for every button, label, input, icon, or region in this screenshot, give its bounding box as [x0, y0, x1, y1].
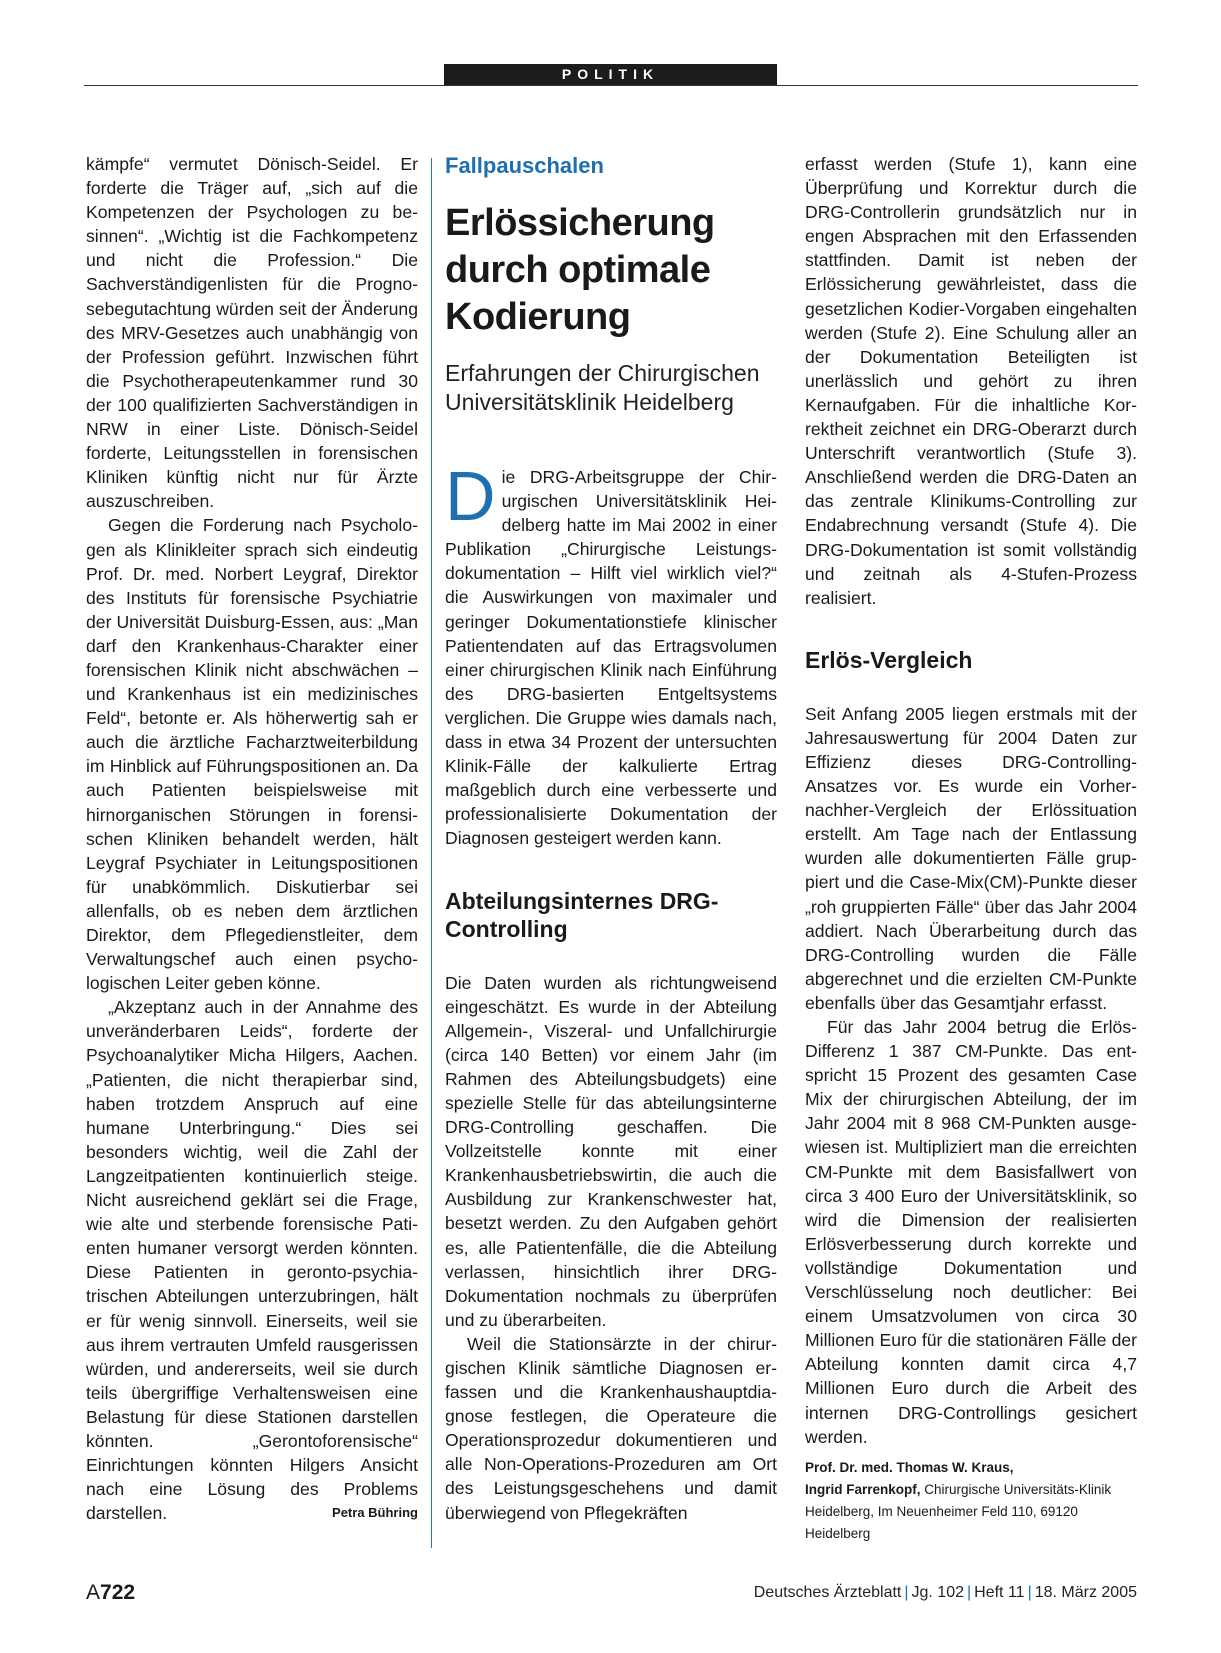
column-right [805, 152, 1137, 1545]
journal-info [754, 1584, 1137, 1602]
journal-issue: Heft 11 [974, 1584, 1025, 1601]
article-kicker: Fallpauschalen [445, 153, 604, 178]
journal-name: Deutsches Ärzteblatt [753, 1584, 902, 1601]
page-prefix: A [86, 1581, 101, 1604]
lead-paragraph [445, 457, 777, 851]
separator: | [1027, 1584, 1032, 1601]
author-name: Prof. Dr. med. Thomas W. Kraus, [805, 1459, 1014, 1475]
paragraph-text: „Akzeptanz auch in der Annahme des unveränderbaren Leids“, forderte der Psychoanalytiker Micha Hilgers, Aachen. „Patienten, die nicht therapierbar sind, haben trotzdem Anspruch auf eine humane Unterbringung.“ Dies sei besonders wichtig, weil die Zahl der Langzeitpatienten kontinuierlich steige. Nicht ausreichend geklärt sei die Frage, wie alte und sterbende forensische Patienten humaner versorgt werden könnten. Diese Patienten in geronto-psychiatrischen Abteilungen unterzubringen, hält er für wenig sinnvoll. Einerseits, weil sie aus ihrem vertrauten Umfeld rausgerissen würden, und andererseits, weil sie durch teils übergriffige Verhaltensweisen eine Belastung für diese Stationen darstellen könnten. „Gerontoforensische“ Einrichtungen könnten Hilgers Ansicht nach eine Lösung des Problems darstellen. [86, 997, 418, 1524]
journal-date: 18. März 2005 [1034, 1584, 1137, 1601]
article-subhead: Erfahrungen der Chirurgischen Universitätsklinik Heidelberg [445, 360, 760, 415]
page-number-value: 722 [100, 1581, 136, 1604]
author-credits [805, 1457, 1137, 1545]
separator: | [904, 1584, 909, 1601]
section-label: POLITIK [444, 64, 777, 85]
journal-volume: Jg. 102 [911, 1584, 964, 1601]
column-left [86, 152, 418, 1525]
paragraph: Gegen die Forderung nach Psychologen als Klinikleiter sprach sich eindeutig Prof. Dr. med. Norbert Leygraf, Direktor des Instituts für forensische Psychiatrie der Universität Duisburg-Essen, aus: „Man darf den Krankenhaus-Charakter einer forensischen Klinik nicht abschwächen – und Krankenhaus ist ein medizinisches Feld“, betonte er. Als höherwertig sah er auch die ärztliche Facharztweiterbildung im Hinblick auf Führungspositionen an. Da auch Patienten beispielsweise mit hirnorganischen Störungen in forensischen Kliniken behandelt werden, hält Leygraf Psychiater in Leitungspositionen für unabkömmlich. Diskutierbar sei allenfalls, ob es neben dem ärztlichen Direktor, dem Pflegedienstleiter, dem Verwaltungschef auch einen psychologischen Leiter geben könne. [86, 515, 418, 994]
separator: | [967, 1584, 972, 1601]
column-center [445, 152, 777, 1525]
author-name: Ingrid Farrenkopf, [805, 1481, 921, 1497]
paragraph [86, 995, 418, 1525]
lead-text: ie DRG-Arbeitsgruppe der Chirurgischen Universitätsklinik Heidelberg hatte im Mai 2002 in einer Publikation „Chirurgische Leistungsdokumentation – Hilft viel wirklich viel?“ die Auswirkungen von maximaler und geringer Dokumentationstiefe klinischer Patientendaten auf das Ertragsvolumen einer chirurgischen Klinik nach Einführung des DRG-basierten Entgeltsystems verglichen. Die Gruppe wies damals nach, dass in etwa 34 Prozent der untersuchten Klinik-Fälle der kalkulierte Ertrag maßgeblich durch eine verbesserte und professionalisierte Dokumentation der Diagnosen gesteigert werden kann. [445, 467, 777, 849]
section-heading: Abteilungsinternes DRG-Controlling [445, 887, 719, 942]
article-headline: Erlössicherung durch optimale Kodierung [445, 202, 715, 338]
paragraph: Die Daten wurden als richtungweisend eingeschätzt. Es wurde in der Abteilung Allgemein-, Viszeral- und Unfallchirurgie (circa 140 Betten) vor einem Jahr (im Rahmen des Abteilungsbudgets) eine spezielle Stelle für das abteilungsinterne DRG-Controlling geschaffen. Die Vollzeitstelle konnte mit einer Krankenhausbetriebswirtin, die auch die Ausbildung zur Krankenschwester hat, besetzt werden. Zu den Aufgaben gehört es, alle Patientenfälle, die die Abteilung verlassen, hinsichtlich ihrer DRG-Dokumentation nochmals zu überprüfen und zu überarbeiten. [445, 972, 777, 1330]
author-affiliation: Chirurgische Universitäts-Klinik Heidelberg, Im Neuenheimer Feld 110, 69120 Heidelberg [805, 1481, 1112, 1541]
paragraph: Seit Anfang 2005 liegen erstmals mit der Jahresauswertung für 2004 Daten zur Effizienz dieses DRG-Controlling-Ansatzes vor. Es wurde ein Vorher-nachher-Vergleich der Erlössituation erstellt. Am Tage nach der Entlassung wurden alle dokumentierten Fälle gruppiert und die Case-Mix(CM)-Punkte dieser „roh gruppierten Fälle“ über das Jahr 2004 addiert. Nach Überarbeitung durch das DRG-Controlling wurden die Fälle abgerechnet und die erzielten CM-Punkte ebenfalls über das Gesamtjahr erfasst. [805, 703, 1137, 1013]
drop-cap: D [445, 457, 496, 535]
column-divider [431, 158, 432, 1548]
paragraph: Weil die Stationsärzte in der chirurgischen Klinik sämtliche Diagnosen erfassen und die Krankenhaushauptdiagnose festlegen, die Operateure die Operationsprozedur dokumentieren und alle Non-Operations-Prozeduren am Ort des Leistungsgeschehens und damit überwiegend von Pflegekräften [445, 1333, 777, 1523]
page-number [86, 1581, 135, 1605]
section-heading: Erlös-Vergleich [805, 646, 973, 673]
paragraph: kämpfe“ vermutet Dönisch-Seidel. Er forderte die Träger auf, „sich auf die Kompetenzen der Psychologen zu besinnen“. „Wichtig ist die Fachkompetenz und nicht die Profession.“ Die Sachverständigenlisten für die Prognosebegutachtung würden seit der Änderung des MRV-Gesetzes auch unabhängig von der Profession geführt. Inzwischen führt die Psychotherapeutenkammer rund 30 der 100 qualifizierten Sachverständigen in NRW in einer Liste. Dönisch-Seidel forderte, Leitungsstellen in forensischen Kliniken künftig nicht nur für Ärzte auszuschreiben. [86, 154, 418, 512]
author-name: Petra Bühring [332, 1505, 418, 1521]
paragraph: erfasst werden (Stufe 1), kann eine Überprüfung und Korrektur durch die DRG-Controllerin grundsätzlich nur in engen Absprachen mit den Erfassenden stattfinden. Damit ist neben der Erlössicherung gewährleistet, dass die gesetzlichen Kodier-Vorgaben eingehalten werden (Stufe 2). Eine Schulung aller an der Dokumentation Beteiligten ist unerlässlich und gehört zu ihren Kernaufgaben. Für die inhaltliche Korrektheit zeichnet ein DRG-Oberarzt durch Unterschrift verantwortlich (Stufe 3). Anschließend werden die DRG-Daten an das zentrale Klinikums-Controlling zur Endabrechnung versandt (Stufe 4). Die DRG-Dokumentation ist somit vollständig und zeitnah als 4-Stufen-Prozess realisiert. [805, 154, 1137, 608]
header-rule [84, 85, 1138, 86]
paragraph: Für das Jahr 2004 betrug die Erlös-Differenz 1 387 CM-Punkte. Das entspricht 15 Prozent des gesamten Case Mix der chirurgischen Abteilung, der im Jahr 2004 mit 8 968 CM-Punkten ausgewiesen ist. Multipliziert man die erreichten CM-Punkte mit dem Basisfallwert von circa 3 400 Euro der Universitätsklinik, so wird die Dimension der realisierten Erlösverbesserung durch korrekte und vollständige Dokumentation und Verschlüsselung noch deutlicher: Bei einem Umsatzvolumen von circa 30 Millionen Euro für die stationären Fälle der Abteilung konnten damit circa 4,7 Millionen Euro durch die Arbeit des internen DRG-Controllings gesichert werden. [805, 1017, 1137, 1447]
